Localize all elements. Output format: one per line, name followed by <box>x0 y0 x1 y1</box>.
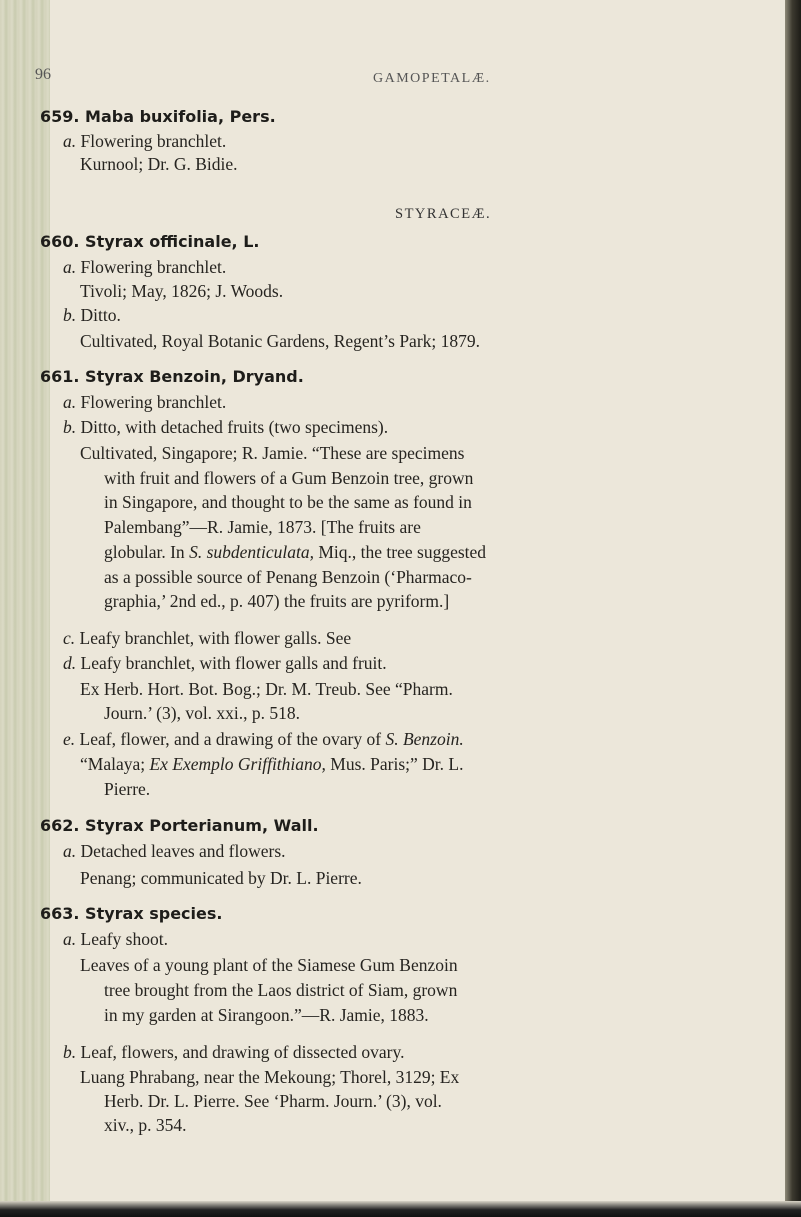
text-line: Luang Phrabang, near the Mekoung; Thorel, 3129; Ex <box>80 1067 460 1087</box>
text-span: “Malaya; <box>80 754 150 774</box>
text-line: Herb. Dr. L. Pierre. See ‘Pharm. Journ.’ (3), vol. <box>104 1091 442 1111</box>
text-line <box>63 256 226 278</box>
text-span: Ex Exemplo Griffithiano, <box>149 754 326 774</box>
text-line: as a possible source of Penang Benzoin (‘Pharmaco- <box>104 567 472 587</box>
text-line <box>63 652 387 674</box>
text-line <box>63 416 388 438</box>
text-line: in my garden at Sirangoon.”—R. Jamie, 1883. <box>104 1005 429 1025</box>
entry-heading: 659. Maba buxifolia, Pers. <box>40 107 276 126</box>
text-line: Journ.’ (3), vol. xxi., p. 518. <box>104 703 301 723</box>
text-line: Palembang”—R. Jamie, 1873. [The fruits are <box>104 517 421 537</box>
text-line <box>63 391 226 413</box>
running-title: GAMOPETALÆ. <box>373 71 491 86</box>
text-span: a. <box>63 929 77 949</box>
text-line <box>80 753 464 775</box>
text-span: b. <box>63 305 77 325</box>
text-line <box>63 627 351 649</box>
text-line: xiv., p. 354. <box>104 1115 187 1135</box>
text-line <box>63 304 121 326</box>
page-number: 96 <box>35 66 51 83</box>
text-span: Leaf, flower, and a drawing of the ovary of <box>75 729 386 749</box>
text-span: Leafy branchlet, with flower galls and fruit. <box>76 653 387 673</box>
entry-heading: 663. Styrax species. <box>40 904 223 923</box>
text-span: a. <box>63 841 77 861</box>
text-span: a. <box>63 131 77 151</box>
entry-heading: 660. Styrax officinale, L. <box>40 232 260 251</box>
text-span: a. <box>63 257 77 277</box>
text-line: Cultivated, Singapore; R. Jamie. “These are specimens <box>80 443 465 463</box>
text-line: in Singapore, and thought to be the same as found in <box>104 492 472 512</box>
text-line: Cultivated, Royal Botanic Gardens, Regent’s Park; 1879. <box>80 331 481 351</box>
family-heading: STYRACEÆ. <box>395 206 492 222</box>
text-span: Flowering branchlet. <box>76 257 227 277</box>
text-span: Leafy shoot. <box>76 929 168 949</box>
text-line: Kurnool; Dr. G. Bidie. <box>80 154 238 174</box>
text-span: Flowering branchlet. <box>76 131 227 151</box>
text-line <box>63 1041 404 1063</box>
text-span: b. <box>63 417 77 437</box>
text-span: Leafy branchlet, with flower galls. See <box>75 628 352 648</box>
text-span: Miq., the tree suggested <box>313 542 487 562</box>
text-span: e. <box>63 729 76 749</box>
text-line: graphia,’ 2nd ed., p. 407) the fruits are pyriform.] <box>104 591 450 611</box>
text-line <box>104 541 486 563</box>
text-line: Penang; communicated by Dr. L. Pierre. <box>80 868 362 888</box>
text-span: d. <box>63 653 77 673</box>
text-line <box>63 928 168 950</box>
text-span: S. subdenticulata, <box>189 542 314 562</box>
text-span: S. Benzoin. <box>385 729 464 749</box>
text-span: globular. In <box>104 542 190 562</box>
entry-heading: 662. Styrax Porterianum, Wall. <box>40 816 319 835</box>
entry-heading: 661. Styrax Benzoin, Dryand. <box>40 367 304 386</box>
text-span: Mus. Paris;” Dr. L. <box>325 754 464 774</box>
text-line <box>63 840 286 862</box>
text-span: b. <box>63 1042 77 1062</box>
text-span: Leaf, flowers, and drawing of dissected ovary. <box>76 1042 405 1062</box>
text-line <box>63 728 464 750</box>
text-span: a. <box>63 392 77 412</box>
text-line: Tivoli; May, 1826; J. Woods. <box>80 281 284 301</box>
text-span: c. <box>63 628 76 648</box>
text-line <box>63 130 226 152</box>
text-line: with fruit and flowers of a Gum Benzoin tree, grown <box>104 468 474 488</box>
text-span: Flowering branchlet. <box>76 392 227 412</box>
text-span: Ditto. <box>76 305 121 325</box>
text-line: Pierre. <box>104 779 151 799</box>
text-line: Ex Herb. Hort. Bot. Bog.; Dr. M. Treub. See “Pharm. <box>80 679 453 699</box>
text-line: tree brought from the Laos district of Siam, grown <box>104 980 458 1000</box>
text-span: Detached leaves and flowers. <box>76 841 286 861</box>
text-line: Leaves of a young plant of the Siamese Gum Benzoin <box>80 955 458 975</box>
text-span: Ditto, with detached fruits (two specimens). <box>76 417 389 437</box>
